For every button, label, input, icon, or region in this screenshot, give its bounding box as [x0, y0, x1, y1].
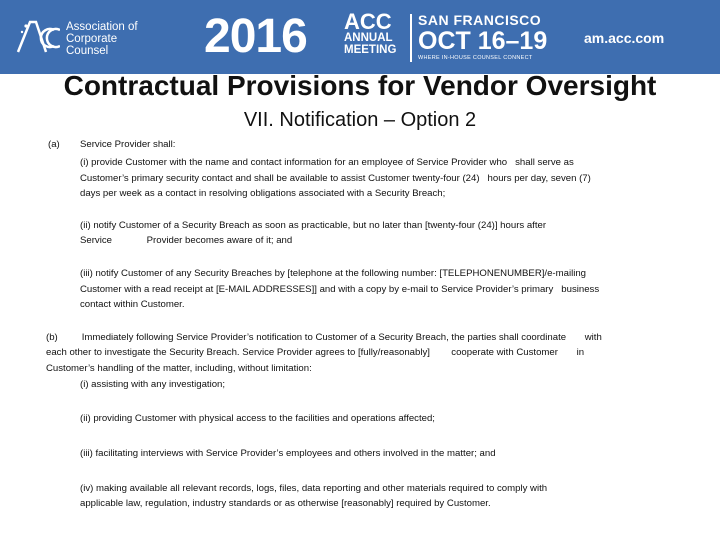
clause-b-i: (i) assisting with any investigation;	[80, 379, 226, 390]
clause-a-iii-line3: contact within Customer.	[80, 299, 185, 310]
event-dates: OCT 16–19	[418, 27, 548, 55]
logo-line-2: Corporate Counsel	[66, 33, 118, 57]
clause-a-intro: Service Provider shall:	[80, 139, 176, 150]
event-year: 2016	[204, 10, 307, 63]
clause-a-ii-line1: (ii) notify Customer of a Security Breach as soon as practicable, but no later than [twenty-four (24)] hours after	[80, 220, 547, 231]
clause-b-iv-line2: applicable law, regulation, industry standards or as otherwise [reasonably] required by Customer.	[80, 498, 491, 509]
clause-b-line3: Customer’s handling of the matter, including, without limitation:	[46, 363, 312, 374]
acc-label: ACC	[344, 9, 392, 34]
clause-b-ii: (ii) providing Customer with physical access to the facilities and operations affected;	[80, 413, 435, 424]
clause-a-i-line2: Customer’s primary security contact and shall be available to assist Customer twenty-four (24) hours per day, seven (7)	[80, 173, 591, 184]
annual-label: ANNUAL	[344, 32, 393, 44]
logo-line-1: Association of	[66, 21, 138, 33]
clause-b-line1: (b) Immediately following Service Provider’s notification to Customer of a Security Breach, the parties shall coordinate with	[46, 332, 602, 343]
clause-a-iii-line1: (iii) notify Customer of any Security Breaches by [telephone at the following number: [TELEPHONENUMBER]/e-mailing	[80, 268, 587, 279]
clause-a-iii-line2: Customer with a read receipt at [E-MAIL ADDRESSES]] and with a copy by e-mail to Service Provider’s primary business	[80, 284, 600, 295]
clause-a-i-line1: (i) provide Customer with the name and contact information for an employee of Service Provider who shall serve as	[80, 157, 574, 168]
clause-b-iii: (iii) facilitating interviews with Service Provider’s employees and others involved in the matter; and	[80, 448, 496, 459]
clause-a-ii-line2: Service Provider becomes aware of it; and	[80, 235, 293, 246]
event-city: SAN FRANCISCO	[418, 12, 542, 28]
clause-a-marker: (a)	[48, 139, 60, 150]
event-tagline: WHERE IN-HOUSE COUNSEL CONNECT	[418, 55, 533, 61]
slide-subtitle: VII. Notification – Option 2	[243, 109, 477, 131]
event-website: am.acc.com	[584, 30, 665, 46]
clause-b-line2: each other to investigate the Security Breach. Service Provider agrees to [fully/reasonably] cooperate with Customer in	[46, 347, 585, 358]
clause-a-i-line3: days per week as a contact in resolving obligations associated with a Security Breach;	[80, 188, 446, 199]
clause-b-iv-line1: (iv) making available all relevant records, logs, files, data reporting and other materials required to comply with	[80, 483, 548, 494]
meeting-label: MEETING	[344, 44, 397, 56]
slide-title: Contractual Provisions for Vendor Oversight	[63, 70, 657, 101]
